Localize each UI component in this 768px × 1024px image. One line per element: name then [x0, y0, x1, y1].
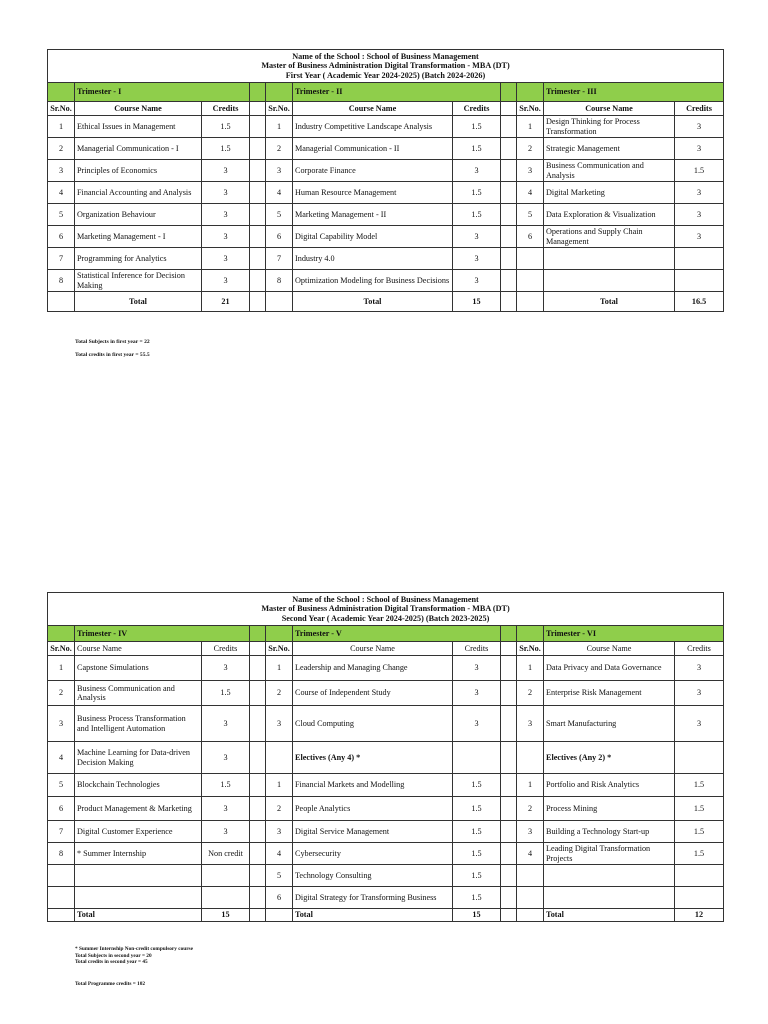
total-label: Total — [75, 909, 202, 922]
note-line: Total credits in first year = 55.5 — [75, 351, 150, 358]
course-row — [48, 160, 724, 182]
course-name: Smart Manufacturing — [544, 706, 675, 742]
total-label: Total — [544, 292, 675, 312]
course-row — [48, 706, 724, 742]
course-name: People Analytics — [293, 797, 453, 821]
sr-no: 4 — [48, 742, 75, 774]
credits: 1.5 — [453, 774, 501, 797]
credits: 3 — [675, 204, 724, 226]
credits: 3 — [675, 656, 724, 681]
credits: 3 — [202, 160, 250, 182]
year-label: First Year ( Academic Year 2024-2025) (Batch 2024-2026) — [285, 70, 486, 80]
col-header-credits: Credits — [202, 102, 250, 116]
course-name: Business Communication and Analysis — [544, 160, 675, 182]
total-credits: 12 — [675, 909, 724, 922]
sr-no: 6 — [517, 226, 544, 248]
total-row — [48, 292, 724, 312]
sr-no: 8 — [48, 843, 75, 865]
credits: 3 — [675, 681, 724, 706]
course-name: Marketing Management - II — [293, 204, 453, 226]
course-name: Portfolio and Risk Analytics — [544, 774, 675, 797]
total-credits: 15 — [453, 292, 501, 312]
spacer-cell — [250, 681, 266, 706]
spacer-cell — [250, 226, 266, 248]
spacer-cell — [250, 248, 266, 270]
spacer-cell — [501, 865, 517, 887]
sr-no: 4 — [517, 182, 544, 204]
credits: 3 — [202, 204, 250, 226]
sr-no: 1 — [266, 116, 293, 138]
credits — [675, 270, 724, 292]
column-header-row — [48, 642, 724, 656]
course-name: Building a Technology Start-up — [544, 821, 675, 843]
program-name: Master of Business Administration Digital Transformation - MBA (DT) — [261, 61, 510, 71]
spacer-cell — [250, 774, 266, 797]
note-line: Total Subjects in first year = 22 — [75, 339, 150, 345]
credits — [202, 865, 250, 887]
credits: 1.5 — [675, 774, 724, 797]
col-header-course: Course Name — [293, 642, 453, 656]
second-year-table — [47, 592, 724, 922]
course-name: Marketing Management - I — [75, 226, 202, 248]
spacer-cell — [501, 204, 517, 226]
course-name: Design Thinking for Process Transformation — [544, 116, 675, 138]
credits: 3 — [453, 248, 501, 270]
credits — [675, 248, 724, 270]
course-name: Organization Behaviour — [75, 204, 202, 226]
sr-no — [517, 865, 544, 887]
course-name — [544, 887, 675, 909]
sr-no: 3 — [517, 706, 544, 742]
course-row — [48, 116, 724, 138]
credits: 3 — [675, 138, 724, 160]
note-line: * Summer Internship Non-credit compulsory course — [75, 946, 193, 952]
credits: 1.5 — [453, 116, 501, 138]
course-name: Managerial Communication - I — [75, 138, 202, 160]
course-name: Human Resource Management — [293, 182, 453, 204]
course-name: Electives (Any 2) * — [544, 742, 675, 774]
credits: 3 — [202, 656, 250, 681]
credits: 3 — [453, 681, 501, 706]
col-header-sr: Sr.No. — [266, 102, 293, 116]
spacer-cell — [250, 843, 266, 865]
sr-no: 2 — [48, 681, 75, 706]
credits: 3 — [202, 270, 250, 292]
sr-no: 2 — [517, 138, 544, 160]
credits: 1.5 — [202, 116, 250, 138]
sr-no: 1 — [517, 656, 544, 681]
sr-no: 5 — [266, 865, 293, 887]
course-name: Course of Independent Study — [293, 681, 453, 706]
col-header-sr: Sr.No. — [266, 642, 293, 656]
col-header-credits: Credits — [453, 102, 501, 116]
title-block — [48, 50, 724, 83]
credits: 1.5 — [202, 681, 250, 706]
course-row — [48, 182, 724, 204]
credits: 1.5 — [453, 182, 501, 204]
sr-no — [48, 887, 75, 909]
credits: 3 — [453, 656, 501, 681]
sr-no: 3 — [517, 821, 544, 843]
credits: 1.5 — [675, 160, 724, 182]
course-name: Blockchain Technologies — [75, 774, 202, 797]
spacer-cell — [501, 797, 517, 821]
year-label: Second Year ( Academic Year 2024-2025) (Batch 2023-2025) — [281, 613, 490, 623]
course-row — [48, 821, 724, 843]
credits: 3 — [202, 742, 250, 774]
sr-no: 4 — [266, 843, 293, 865]
credits: 1.5 — [202, 138, 250, 160]
course-name: Enterprise Risk Management — [544, 681, 675, 706]
col-header-credits: Credits — [675, 642, 724, 656]
course-name: Industry Competitive Landscape Analysis — [293, 116, 453, 138]
sr-no: 3 — [266, 821, 293, 843]
spacer-cell — [250, 742, 266, 774]
spacer-cell — [501, 774, 517, 797]
credits: 1.5 — [453, 843, 501, 865]
credits: 1.5 — [675, 821, 724, 843]
course-name: Electives (Any 4) * — [293, 742, 453, 774]
col-header-course: Course Name — [544, 642, 675, 656]
spacer-cell — [250, 160, 266, 182]
sr-no: 6 — [266, 226, 293, 248]
spacer-cell — [250, 270, 266, 292]
col-header-sr: Sr.No. — [48, 102, 75, 116]
col-header-course: Course Name — [293, 102, 453, 116]
note-line: Total credits in second year = 45 — [75, 959, 148, 966]
course-name: * Summer Internship — [75, 843, 202, 865]
sr-no: 3 — [266, 706, 293, 742]
course-name — [544, 865, 675, 887]
total-label: Total — [544, 909, 675, 922]
trimester-header-row — [48, 626, 724, 642]
spacer-cell — [501, 270, 517, 292]
course-name: Data Exploration & Visualization — [544, 204, 675, 226]
spacer-cell — [250, 706, 266, 742]
spacer-cell — [501, 887, 517, 909]
trimester-label: Trimester - V — [293, 626, 501, 642]
credits: 3 — [202, 706, 250, 742]
sr-no: 4 — [517, 843, 544, 865]
sr-no: 6 — [48, 226, 75, 248]
sr-no: 2 — [266, 797, 293, 821]
course-row — [48, 656, 724, 681]
column-header-row — [48, 102, 724, 116]
first-year-notes — [75, 339, 150, 358]
total-label: Total — [75, 292, 202, 312]
course-name: Digital Capability Model — [293, 226, 453, 248]
sr-no: 5 — [517, 204, 544, 226]
col-header-sr: Sr.No. — [517, 642, 544, 656]
course-row — [48, 843, 724, 865]
school-name: Name of the School : School of Business Management — [292, 594, 479, 604]
spacer-cell — [250, 182, 266, 204]
course-name: Capstone Simulations — [75, 656, 202, 681]
course-name: Optimization Modeling for Business Decisions — [293, 270, 453, 292]
trimester-label: Trimester - I — [75, 83, 250, 102]
course-name — [75, 865, 202, 887]
spacer-cell — [501, 182, 517, 204]
sr-no: 1 — [266, 656, 293, 681]
spacer-cell — [250, 865, 266, 887]
trimester-label: Trimester - III — [544, 83, 724, 102]
trimester-header-row — [48, 83, 724, 102]
spacer-cell — [250, 138, 266, 160]
credits: 3 — [202, 821, 250, 843]
course-name: Leading Digital Transformation Projects — [544, 843, 675, 865]
course-name: Product Management & Marketing — [75, 797, 202, 821]
spacer-cell — [501, 706, 517, 742]
course-row — [48, 774, 724, 797]
sr-no: 1 — [517, 116, 544, 138]
course-name — [75, 887, 202, 909]
sr-no — [48, 865, 75, 887]
course-name: Corporate Finance — [293, 160, 453, 182]
sr-no — [517, 270, 544, 292]
credits: 1.5 — [453, 821, 501, 843]
spacer-cell — [250, 887, 266, 909]
course-row — [48, 138, 724, 160]
credits: 1.5 — [453, 138, 501, 160]
col-header-credits: Credits — [202, 642, 250, 656]
course-name: Digital Marketing — [544, 182, 675, 204]
sr-no: 4 — [48, 182, 75, 204]
sr-no: 6 — [48, 797, 75, 821]
sr-no — [517, 887, 544, 909]
credits — [202, 887, 250, 909]
credits: Non credit — [202, 843, 250, 865]
sr-no: 2 — [517, 681, 544, 706]
sr-no: 5 — [48, 774, 75, 797]
sr-no: 3 — [517, 160, 544, 182]
spacer-cell — [501, 226, 517, 248]
sr-no: 8 — [266, 270, 293, 292]
course-name: Industry 4.0 — [293, 248, 453, 270]
note-line: Total Subjects in second year = 20 — [75, 952, 152, 959]
spacer-cell — [250, 656, 266, 681]
sr-no — [517, 742, 544, 774]
credits — [675, 742, 724, 774]
total-label: Total — [293, 292, 453, 312]
course-name: Cloud Computing — [293, 706, 453, 742]
course-name: Machine Learning for Data-driven Decision Making — [75, 742, 202, 774]
col-header-sr: Sr.No. — [517, 102, 544, 116]
sr-no: 8 — [48, 270, 75, 292]
credits — [675, 887, 724, 909]
course-name: Business Process Transformation and Intelligent Automation — [75, 706, 202, 742]
course-name: Financial Markets and Modelling — [293, 774, 453, 797]
credits: 3 — [675, 706, 724, 742]
credits: 3 — [453, 226, 501, 248]
program-name: Master of Business Administration Digital Transformation - MBA (DT) — [261, 604, 510, 614]
course-name: Cybersecurity — [293, 843, 453, 865]
spacer-cell — [501, 248, 517, 270]
total-credits: 21 — [202, 292, 250, 312]
sr-no: 5 — [48, 204, 75, 226]
course-name: Digital Customer Experience — [75, 821, 202, 843]
title-block — [48, 593, 724, 626]
course-name: Strategic Management — [544, 138, 675, 160]
spacer-cell — [501, 656, 517, 681]
total-row — [48, 909, 724, 922]
course-name: Operations and Supply Chain Management — [544, 226, 675, 248]
course-row — [48, 797, 724, 821]
col-header-course: Course Name — [544, 102, 675, 116]
sr-no: 1 — [48, 116, 75, 138]
spacer-cell — [501, 160, 517, 182]
sr-no — [517, 248, 544, 270]
course-row — [48, 887, 724, 909]
credits: 3 — [453, 160, 501, 182]
credits: 3 — [202, 182, 250, 204]
course-name: Process Mining — [544, 797, 675, 821]
course-name: Digital Service Management — [293, 821, 453, 843]
col-header-credits: Credits — [453, 642, 501, 656]
course-row — [48, 681, 724, 706]
total-label: Total — [293, 909, 453, 922]
course-name: Business Communication and Analysis — [75, 681, 202, 706]
course-name: Programming for Analytics — [75, 248, 202, 270]
course-name: Managerial Communication - II — [293, 138, 453, 160]
spacer-cell — [501, 821, 517, 843]
trimester-label: Trimester - II — [293, 83, 501, 102]
course-name: Data Privacy and Data Governance — [544, 656, 675, 681]
credits: 3 — [453, 706, 501, 742]
credits — [675, 865, 724, 887]
credits — [453, 742, 501, 774]
col-header-sr: Sr.No. — [48, 642, 75, 656]
credits: 3 — [675, 182, 724, 204]
total-credits: 16.5 — [675, 292, 724, 312]
sr-no: 3 — [48, 160, 75, 182]
credits: 3 — [675, 116, 724, 138]
total-credits: 15 — [202, 909, 250, 922]
credits: 3 — [202, 226, 250, 248]
sr-no — [266, 742, 293, 774]
course-name: Principles of Economics — [75, 160, 202, 182]
trimester-label: Trimester - VI — [544, 626, 724, 642]
sr-no: 2 — [517, 797, 544, 821]
course-row — [48, 248, 724, 270]
sr-no: 7 — [48, 821, 75, 843]
credits: 1.5 — [453, 865, 501, 887]
sr-no: 1 — [266, 774, 293, 797]
col-header-credits: Credits — [675, 102, 724, 116]
course-name: Digital Strategy for Transforming Business — [293, 887, 453, 909]
spacer-cell — [501, 742, 517, 774]
sr-no: 2 — [266, 681, 293, 706]
course-row — [48, 865, 724, 887]
spacer-cell — [501, 116, 517, 138]
credits: 3 — [675, 226, 724, 248]
credits: 1.5 — [453, 797, 501, 821]
course-row — [48, 270, 724, 292]
first-year-table — [47, 49, 724, 312]
school-name: Name of the School : School of Business Management — [292, 51, 479, 61]
spacer-cell — [501, 843, 517, 865]
course-name: Statistical Inference for Decision Making — [75, 270, 202, 292]
course-name: Ethical Issues in Management — [75, 116, 202, 138]
spacer-cell — [250, 116, 266, 138]
col-header-course: Course Name — [75, 642, 202, 656]
course-row — [48, 742, 724, 774]
sr-no: 2 — [266, 138, 293, 160]
credits: 3 — [202, 797, 250, 821]
credits: 3 — [202, 248, 250, 270]
spacer-cell — [501, 138, 517, 160]
credits: 1.5 — [675, 843, 724, 865]
sr-no: 1 — [48, 656, 75, 681]
spacer-cell — [250, 204, 266, 226]
sr-no: 6 — [266, 887, 293, 909]
credits: 1.5 — [202, 774, 250, 797]
second-year-notes — [75, 946, 193, 966]
course-row — [48, 204, 724, 226]
course-name: Financial Accounting and Analysis — [75, 182, 202, 204]
credits: 1.5 — [675, 797, 724, 821]
sr-no: 7 — [48, 248, 75, 270]
credits: 1.5 — [453, 204, 501, 226]
sr-no: 7 — [266, 248, 293, 270]
sr-no: 5 — [266, 204, 293, 226]
col-header-course: Course Name — [75, 102, 202, 116]
sr-no: 2 — [48, 138, 75, 160]
credits: 3 — [453, 270, 501, 292]
course-name: Leadership and Managing Change — [293, 656, 453, 681]
trimester-label: Trimester - IV — [75, 626, 250, 642]
spacer-cell — [250, 821, 266, 843]
course-row — [48, 226, 724, 248]
sr-no: 4 — [266, 182, 293, 204]
course-name — [544, 270, 675, 292]
course-name — [544, 248, 675, 270]
spacer-cell — [250, 797, 266, 821]
sr-no: 3 — [266, 160, 293, 182]
programme-total: Total Programme credits = 102 — [75, 981, 146, 987]
spacer-cell — [501, 681, 517, 706]
credits: 1.5 — [453, 887, 501, 909]
sr-no: 3 — [48, 706, 75, 742]
sr-no: 1 — [517, 774, 544, 797]
total-credits: 15 — [453, 909, 501, 922]
course-name: Technology Consulting — [293, 865, 453, 887]
